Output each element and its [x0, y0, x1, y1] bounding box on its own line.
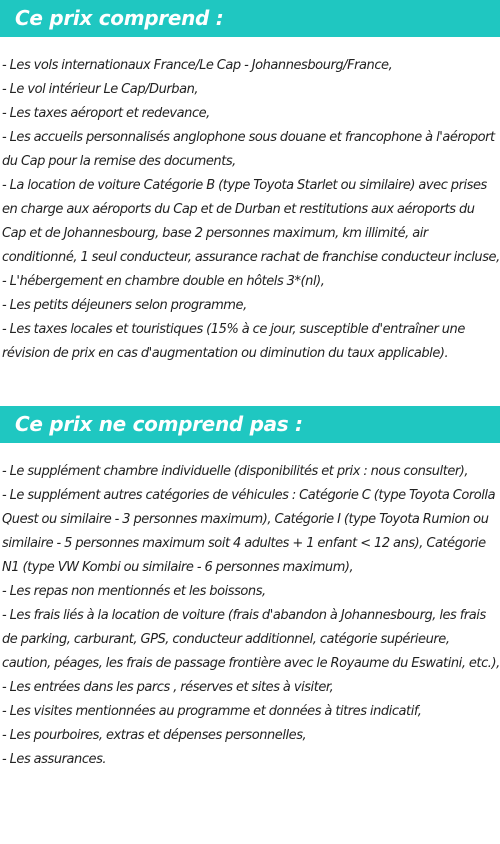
list-item: - Les petits déjeuners selon programme,: [2, 298, 247, 313]
list-item: - La location de voiture Catégorie B (type Toyota Starlet ou similaire) avec prises en charge aux aéroports du Cap et de Durban et restitutions aux aéroports du Cap et de Johannesbourg, base 2 personnes maximum, km illimité, air conditionné, 1 seul conducteur, assurance rachat de franchise conducteur incluse,: [2, 178, 500, 265]
list-item: - Les entrées dans les parcs , réserves et sites à visiter,: [2, 680, 334, 695]
list-item: - Le supplément chambre individuelle (disponibilités et prix : nous consulter),: [2, 464, 469, 479]
list-item: - Les accueils personnalisés anglophone sous douane et francophone à l'aéroport du Cap pour la remise des documents,: [2, 130, 495, 169]
price-excludes-title: Ce prix ne comprend pas :: [0, 406, 500, 443]
price-includes-list: [0, 54, 500, 366]
price-includes-title: Ce prix comprend :: [0, 0, 500, 37]
list-item: - Le vol intérieur Le Cap/Durban,: [2, 82, 199, 97]
list-item: - Les frais liés à la location de voiture (frais d'abandon à Johannesbourg, les frais de parking, carburant, GPS, conducteur additionnel, catégorie supérieure, caution, péages, les frais de passage frontière avec le Royaume du Eswatini, etc.),: [2, 608, 500, 671]
price-excludes-section: [0, 406, 500, 772]
list-item: - Les taxes aéroport et redevance,: [2, 106, 210, 121]
list-item: - Les repas non mentionnés et les boissons,: [2, 584, 266, 599]
list-item: - Les visites mentionnées au programme et données à titres indicatif,: [2, 704, 422, 719]
list-item: - Les taxes locales et touristiques (15% à ce jour, susceptible d'entraîner une révision de prix en cas d'augmentation ou diminution du taux applicable).: [2, 322, 465, 361]
list-item: - Les vols internationaux France/Le Cap - Johannesbourg/France,: [2, 58, 393, 73]
price-excludes-list: [0, 460, 500, 772]
list-item: - Les pourboires, extras et dépenses personnelles,: [2, 728, 307, 743]
list-item: - Le supplément autres catégories de véhicules : Catégorie C (type Toyota Corolla Quest ou similaire - 3 personnes maximum), Catégorie I (type Toyota Rumion ou similaire - 5 personnes maximum soit 4 adultes + 1 enfant < 12 ans), Catégorie N1 (type VW Kombi ou similaire - 6 personnes maximum),: [2, 488, 496, 575]
list-item: - L'hébergement en chambre double en hôtels 3*(nl),: [2, 274, 325, 289]
price-includes-section: [0, 0, 500, 366]
list-item: - Les assurances.: [2, 752, 107, 767]
